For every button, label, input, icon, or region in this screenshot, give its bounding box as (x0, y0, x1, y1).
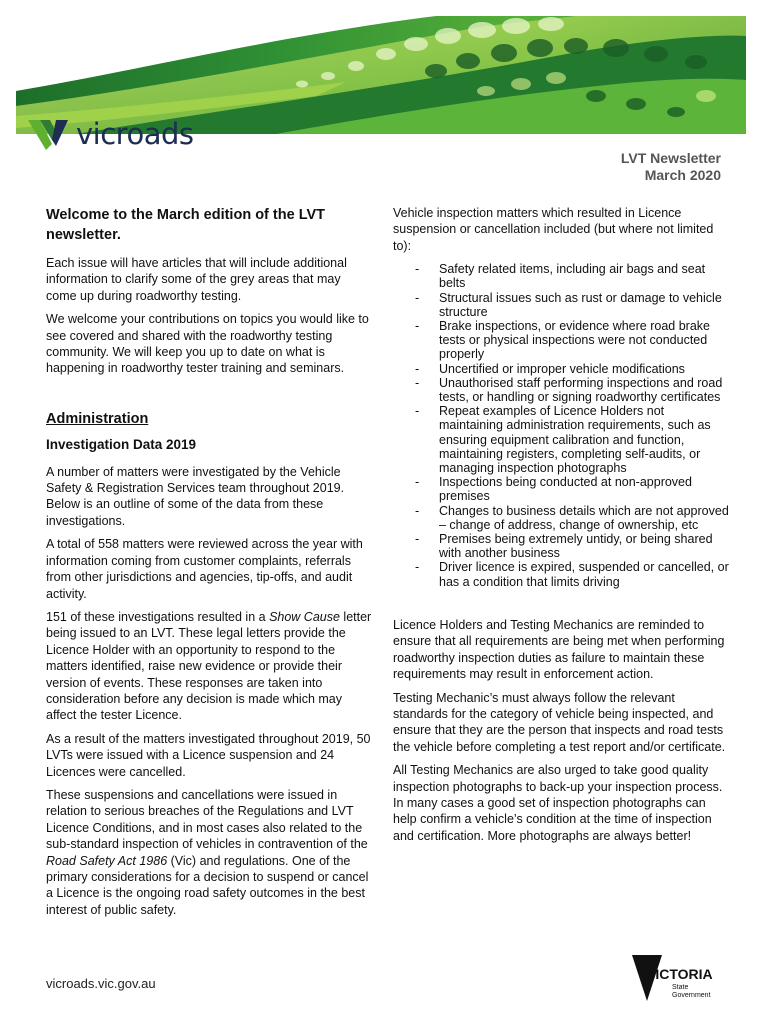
newsletter-date: March 2020 (644, 167, 721, 183)
list-item: - Safety related items, including air bags and seat belts (439, 262, 731, 290)
list-item: - Inspections being conducted at non-approved premises (439, 475, 731, 503)
standards-paragraph: Testing Mechanic’s must always follow the relevant standards for the category of vehicle being inspected, and ensure that they are the person that inspects and road tests the vehicle before completing a test report and/or certificate. (393, 690, 726, 754)
investigation-paragraph-1: A number of matters were investigated by the Vehicle Safety & Registration Services team throughout 2019. Below is an outline of some of the data from these investigations. (46, 464, 345, 528)
show-cause-italic: Show Cause (269, 609, 340, 624)
vicroads-logo (26, 116, 193, 152)
list-item: - Driver licence is expired, suspended or cancelled, or has a condition that limits driving (439, 560, 731, 588)
investigation-paragraph-5 (46, 787, 374, 918)
intro-paragraph-2: We welcome your contributions on topics you would like to see covered and shared with the roadworthy testing community. We will keep you up to date on what is happening in roadworthy tester training and seminars. (46, 312, 369, 376)
investigation-paragraph-4: As a result of the matters investigated throughout 2019, 50 LVTs were issued with a Licence suspension and 24 Licences were cancelled. (46, 731, 371, 779)
list-item: - Brake inspections, or evidence where road brake tests or physical inspections were not conducted properly (439, 319, 731, 362)
vicroads-mark-icon (26, 116, 72, 152)
newsletter-title: LVT Newsletter (620, 150, 721, 166)
para-3-start: 151 of these investigations resulted in a (46, 609, 270, 624)
list-item: - Changes to business details which are not approved – change of address, change of ownership, etc (439, 504, 731, 532)
subsection-heading-investigation-data: Investigation Data 2019 (46, 437, 197, 453)
logo-wordmark: vicroads (76, 117, 194, 151)
footer-url-link[interactable]: vicroads.vic.gov.au (46, 976, 156, 991)
section-heading-administration: Administration (46, 410, 149, 427)
para-3-end: letter being issued to an LVT. These legal letters provide the Licence Holder with an opportunity to respond to the matters identified, raise new evidence or provide their version of events. These responses are taken into consideration before any decision is made which may affect the tester Licence. (46, 609, 372, 723)
list-item: - Uncertified or improper vehicle modifications (439, 362, 731, 376)
welcome-heading: Welcome to the March edition of the LVT newsletter. (46, 207, 326, 243)
victoria-government-logo (632, 955, 724, 1003)
road-safety-act-italic: Road Safety Act 1986 (46, 853, 168, 868)
reminder-paragraph: Licence Holders and Testing Mechanics are reminded to ensure that all requirements are being met when performing roadworthy inspection duties as failure to maintain these requirements may result in enforcement action. (393, 617, 725, 682)
right-column (393, 205, 731, 851)
left-column (46, 205, 374, 925)
victoria-state-label: State (672, 984, 689, 991)
list-item: - Structural issues such as rust or damage to vehicle structure (439, 291, 731, 319)
list-item: - Unauthorised staff performing inspections and road tests, or handling or signing roadworthy certificates (439, 376, 731, 404)
victoria-government-label: Government (672, 992, 711, 999)
photographs-paragraph: All Testing Mechanics are also urged to take good quality inspection photographs to back-up your inspection process. In many cases a good set of inspection photographs can help confirm a vehicle’s condition at the time of inspection and certification. More photographs are always better! (393, 763, 723, 843)
victoria-wordmark: VICTORIA (646, 966, 713, 982)
para-5-start: These suspensions and cancellations were issued in relation to serious breaches of the Regulations and LVT Licence Conditions, and in most cases also related to the sub-standard inspection of vehicles in contravention of the (46, 787, 368, 852)
list-item: - Repeat examples of Licence Holders not maintaining administration requirements, such as ensuring equipment calibration and function, maintaining registers, completing self-audits, or managing inspection photographs (439, 404, 731, 475)
list-item: - Premises being extremely untidy, or being shared with another business (439, 532, 731, 560)
inspection-matters-list (393, 262, 731, 589)
list-intro: Vehicle inspection matters which resulted in Licence suspension or cancellation included (but where not limited to): (393, 206, 714, 253)
investigation-paragraph-2: A total of 558 matters were reviewed across the year with information coming from customer complaints, referrals from other jurisdictions and agencies, tip-offs, and audit activity. (46, 537, 363, 601)
para-5-end: (Vic) and regulations. One of the primary considerations for a decision to suspend or cancel a Licence is the ongoing road safety outcomes in the best interest of public safety. (46, 853, 369, 917)
investigation-paragraph-3 (46, 609, 374, 724)
intro-paragraph-1: Each issue will have articles that will include additional information to clarify some of the grey areas that may come up during roadworthy testing. (46, 256, 347, 303)
newsletter-title-block (621, 150, 721, 184)
